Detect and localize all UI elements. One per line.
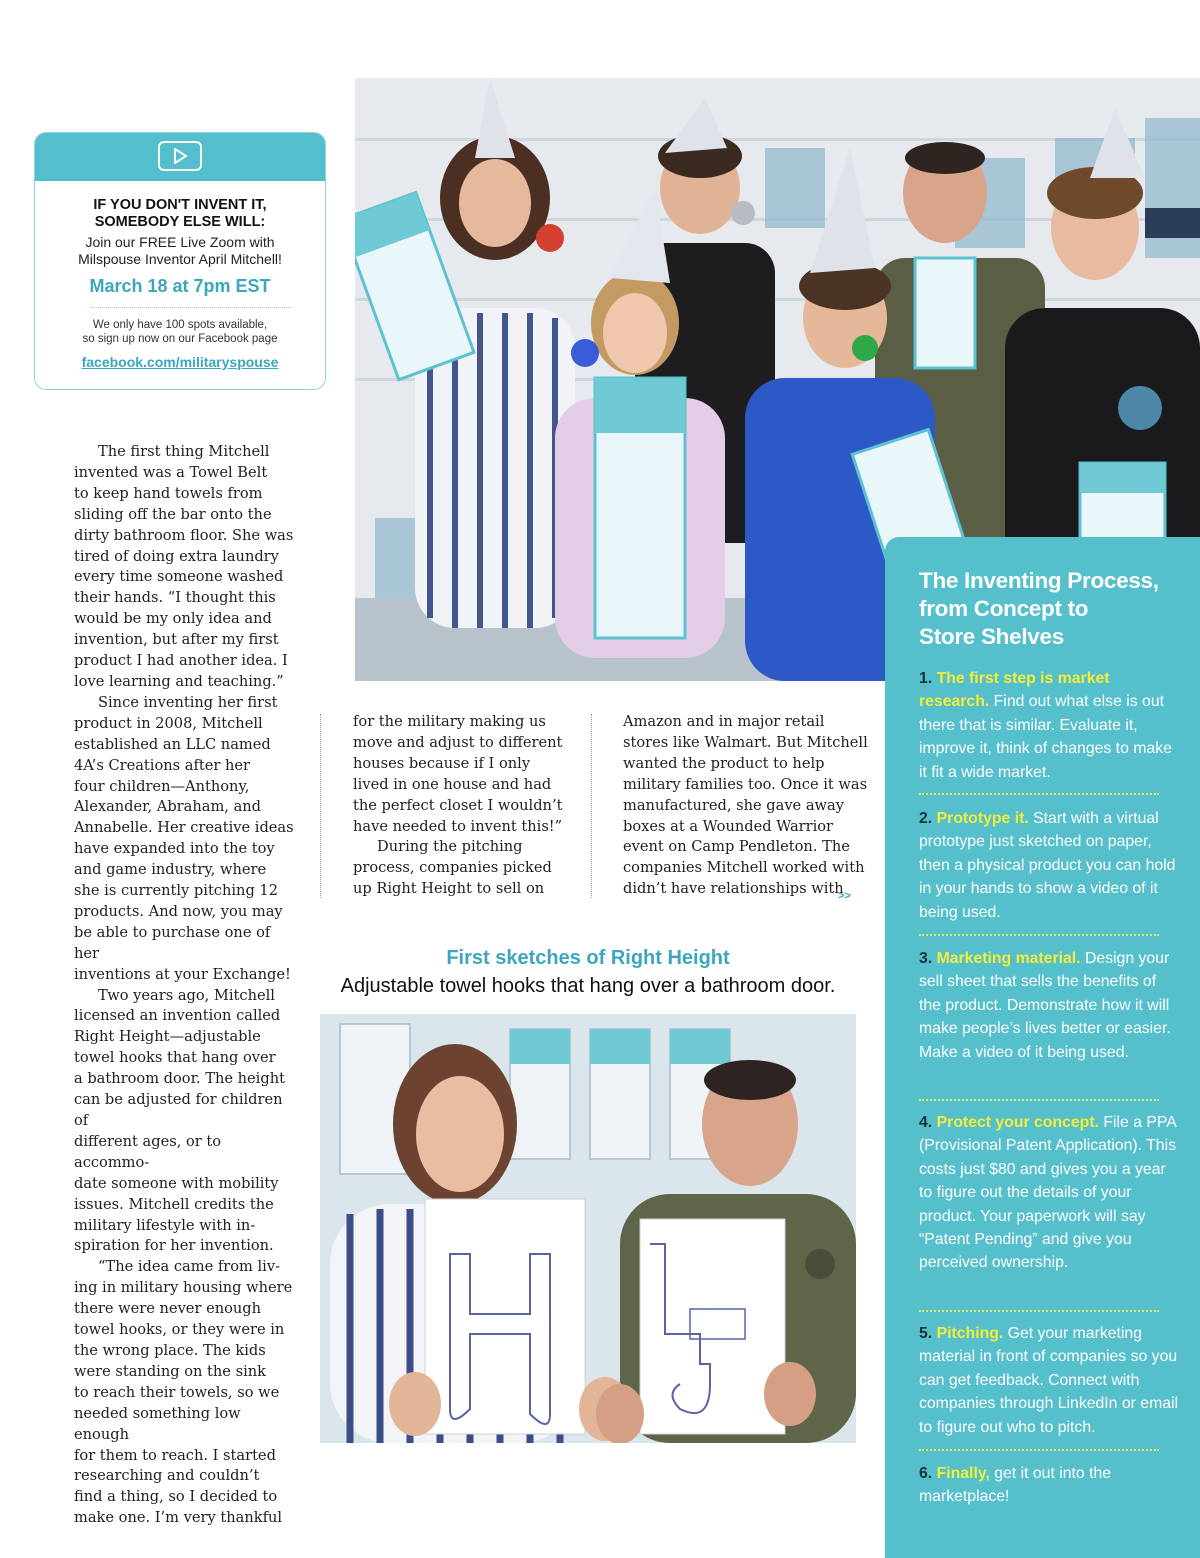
- col1-line: Alexander, Abraham, and: [74, 798, 262, 816]
- photo-caption-title: First sketches of Right Height: [446, 947, 730, 969]
- continue-arrow-icon: >>: [838, 890, 851, 902]
- promo-line1: Join our FREE Live Zoom with: [85, 234, 275, 250]
- step-highlight: Marketing material.: [936, 950, 1081, 967]
- col1-line: “The idea came from liv-: [98, 1258, 280, 1276]
- col1-line: military lifestyle with in-: [74, 1216, 256, 1234]
- step-3: [919, 947, 1181, 1064]
- col3-line: companies Mitchell worked with: [623, 859, 865, 877]
- col1-line: invention, but after my first: [74, 631, 279, 649]
- promo-small-line1: We only have 100 spots available,: [92, 319, 268, 331]
- step-number: 2.: [919, 810, 933, 827]
- col2-line: move and adjust to different: [353, 733, 563, 751]
- promo-title-line2: SOMEBODY ELSE WILL:: [94, 214, 266, 230]
- sketch-paper-h: [425, 1199, 585, 1434]
- step-highlight: Prototype it.: [936, 810, 1029, 827]
- col1-line: the wrong place. The kids: [74, 1341, 266, 1359]
- step-5: [919, 1322, 1181, 1439]
- step-text: get it out into the marketplace!: [919, 1465, 1112, 1506]
- step-divider: [919, 1449, 1159, 1451]
- col1-line: products. And now, you may: [74, 902, 283, 920]
- col1-line: needed something low enough: [74, 1404, 241, 1443]
- col1-line: make one. I’m very thankful: [74, 1509, 283, 1527]
- col3-line: Amazon and in major retail: [623, 713, 825, 730]
- step-text: Design your sell sheet that sells the benefits of the product. Demonstrate how it will make people’s lives better or easier. Make a video of it being used.: [919, 950, 1171, 1061]
- article-column-1: [74, 442, 294, 1529]
- step-4: [919, 1111, 1181, 1275]
- col2-line: houses because if I only: [353, 754, 531, 772]
- col1-line: Annabelle. Her creative ideas: [74, 819, 294, 837]
- sketch-paper-hook: [640, 1219, 785, 1434]
- step-2: [919, 807, 1181, 924]
- col2-line: process, companies picked: [353, 859, 552, 877]
- step-text: Find out what else is out there that is similar. Evaluate it, improve it, think of changes to make it fit a wide market.: [919, 693, 1172, 781]
- col1-line: a bathroom door. The height: [74, 1070, 285, 1088]
- col2-line: the perfect closet I wouldn’t: [353, 796, 563, 814]
- step-number: 1.: [919, 670, 933, 687]
- col1-line: spiration for her invention.: [74, 1237, 274, 1255]
- sidebar-title: [919, 567, 1194, 651]
- col3-line: boxes at a Wounded Warrior: [623, 817, 834, 835]
- article-column-3: [623, 712, 873, 900]
- step-number: 6.: [919, 1465, 933, 1482]
- col1-line: be able to purchase one of her: [74, 923, 271, 962]
- col1-line: invented was a Towel Belt: [74, 463, 268, 481]
- col3-line: stores like Walmart. But Mitchell: [623, 733, 868, 751]
- promo-header: [35, 133, 325, 181]
- col1-line: issues. Mitchell credits the: [74, 1195, 274, 1213]
- step-highlight: The first step is market research.: [919, 670, 1110, 711]
- col1-line: product in 2008, Mitchell: [74, 714, 263, 732]
- inventing-process-sidebar: [885, 537, 1200, 1558]
- col1-line: inventions at your Exchange!: [74, 965, 291, 983]
- article-column-2: [353, 712, 581, 900]
- col1-line: Right Height—adjustable: [74, 1028, 261, 1046]
- step-6: [919, 1462, 1181, 1509]
- col1-line: towel hooks that hang over: [74, 1049, 276, 1067]
- promo-small-line2: so sign up now on our Facebook page: [82, 333, 278, 345]
- column-divider: [320, 714, 321, 898]
- step-highlight: Pitching.: [936, 1325, 1004, 1342]
- promo-divider: [91, 307, 291, 308]
- col1-line: love learning and teaching.”: [74, 672, 284, 690]
- promo-date: March 18 at 7pm EST: [89, 276, 271, 296]
- step-text: Start with a virtual prototype just sketched on paper, then a physical product you can hold in your hands to show a video of it being used.: [919, 810, 1176, 921]
- col3-line: didn’t have relationships with: [623, 880, 844, 898]
- step-divider: [919, 1310, 1159, 1312]
- col1-line: ing in military housing where: [74, 1279, 293, 1297]
- col1-line: would be my only idea and: [74, 610, 272, 628]
- col1-line: tired of doing extra laundry: [74, 547, 279, 565]
- col1-line: towel hooks, or they were in: [74, 1321, 285, 1339]
- step-divider: [919, 934, 1159, 936]
- col1-line: Since inventing her first: [98, 693, 278, 711]
- col2-line: up Right Height to sell on: [353, 880, 545, 898]
- col1-line: date someone with mobility: [74, 1174, 279, 1192]
- sidebar-title-line1: The Inventing Process,: [919, 568, 1159, 593]
- col1-line: can be adjusted for children of: [74, 1091, 283, 1129]
- col1-line: and game industry, where: [74, 861, 267, 879]
- facebook-link[interactable]: facebook.com/militaryspouse: [81, 354, 279, 370]
- step-highlight: Protect your concept.: [936, 1114, 1099, 1131]
- sidebar-title-line2: from Concept to: [919, 596, 1089, 621]
- col2-line: for the military making us: [353, 713, 546, 730]
- col2-line: have needed to invent this!”: [353, 817, 563, 835]
- col1-line: dirty bathroom floor. She was: [74, 526, 294, 544]
- step-number: 3.: [919, 950, 933, 967]
- promo-line2: Milspouse Inventor April Mitchell!: [78, 251, 282, 267]
- col1-line: every time someone washed: [74, 568, 284, 586]
- col2-line: lived in one house and had: [353, 775, 552, 793]
- col3-line: military families too. Once it was: [623, 775, 868, 793]
- col1-line: to reach their towels, so we: [74, 1383, 280, 1401]
- play-video-icon: [158, 141, 202, 171]
- col1-line: 4A’s Creations after her: [74, 756, 251, 774]
- promo-title-line1: IF YOU DON'T INVENT IT,: [93, 197, 267, 213]
- col1-line: have expanded into the toy: [74, 840, 275, 858]
- col1-line: sliding off the bar onto the: [74, 505, 272, 523]
- col1-line: their hands. “I thought this: [74, 589, 276, 607]
- col1-line: researching and couldn’t: [74, 1467, 260, 1485]
- col3-line: event on Camp Pendleton. The: [623, 838, 850, 856]
- col1-line: licensed an invention called: [74, 1007, 281, 1025]
- step-text: Get your marketing material in front of companies so you can get feedback. Connect with companies through LinkedIn or email to figure out who to pitch.: [919, 1325, 1179, 1436]
- col1-line: for them to reach. I started: [74, 1446, 276, 1464]
- col1-line: different ages, or to accommo-: [74, 1132, 222, 1171]
- col1-line: she is currently pitching 12: [74, 882, 278, 900]
- col1-line: product I had another idea. I: [74, 652, 288, 670]
- col1-line: were standing on the sink: [74, 1362, 266, 1380]
- step-1: [919, 667, 1181, 784]
- col1-line: there were never enough: [74, 1300, 262, 1318]
- step-divider: [919, 1099, 1159, 1101]
- col1-line: four children—Anthony,: [74, 777, 250, 795]
- step-text: File a PPA (Provisional Patent Application). This costs just $80 and gives you a year to figure out the details of your product. Your paperwork will say “Patent Pending” and give you perceived ownership.: [919, 1114, 1176, 1272]
- zoom-promo-box: [34, 132, 326, 390]
- sketches-photo: [320, 1014, 856, 1443]
- step-highlight: Finally,: [936, 1465, 990, 1482]
- col1-line: Two years ago, Mitchell: [98, 986, 275, 1004]
- col1-line: find a thing, so I decided to: [74, 1488, 278, 1506]
- step-number: 5.: [919, 1325, 933, 1342]
- step-number: 4.: [919, 1114, 933, 1131]
- col1-line: to keep hand towels from: [74, 484, 263, 502]
- col1-line: The first thing Mitchell: [98, 443, 270, 460]
- photo-caption-subtitle: Adjustable towel hooks that hang over a bathroom door.: [340, 975, 836, 997]
- col2-line: During the pitching: [377, 838, 523, 856]
- col1-line: established an LLC named: [74, 735, 271, 753]
- column-divider: [591, 714, 592, 898]
- col3-line: manufactured, she gave away: [623, 796, 844, 814]
- col3-line: wanted the product to help: [623, 754, 825, 772]
- sketches-photo-illustration: [320, 1014, 856, 1443]
- step-divider: [919, 793, 1159, 795]
- sidebar-title-line3: Store Shelves: [919, 624, 1064, 649]
